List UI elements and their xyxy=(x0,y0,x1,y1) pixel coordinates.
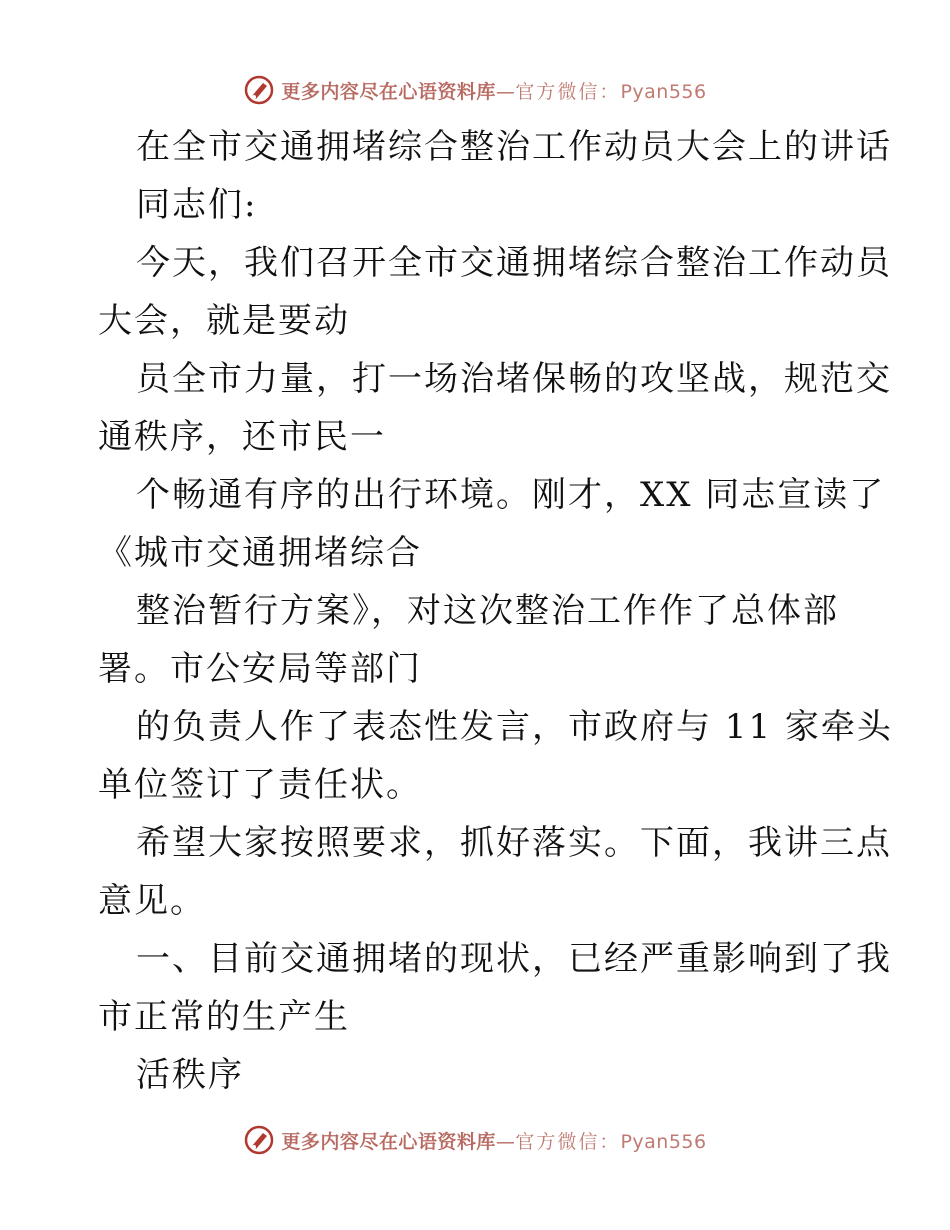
document-line: 个畅通有序的出行环境。刚才，XX 同志宣读了 xyxy=(136,475,886,515)
watermark-separator: — xyxy=(495,1130,516,1153)
document-line: 整治暂行方案》，对这次整治工作作了总体部 xyxy=(136,591,839,631)
document-line: 市正常的生产生 xyxy=(98,997,350,1037)
document-line: 《城市交通拥堵综合 xyxy=(98,533,422,573)
document-line: 大会，就是要动 xyxy=(98,301,350,341)
document-body xyxy=(98,118,893,1104)
document-line: 员全市力量，打一场治堵保畅的攻坚战，规范交 xyxy=(136,359,892,399)
document-line: 署。市公安局等部门 xyxy=(98,649,422,689)
document-line: 在全市交通拥堵综合整治工作动员大会上的讲话 xyxy=(136,127,892,167)
document-line: 活秩序 xyxy=(136,1055,244,1095)
watermark-contact: Pyan556 xyxy=(620,1130,707,1153)
pen-logo-icon xyxy=(243,1124,275,1156)
watermark-contact: Pyan556 xyxy=(620,80,707,103)
watermark-text xyxy=(281,1127,706,1154)
document-line: 一、目前交通拥堵的现状，已经严重影响到了我 xyxy=(136,939,892,979)
watermark-label: 官方微信： xyxy=(515,1130,621,1153)
watermark-label: 官方微信： xyxy=(515,80,621,103)
document-line: 今天，我们召开全市交通拥堵综合整治工作动员 xyxy=(136,243,892,283)
watermark-brand: 更多内容尽在心语资料库 xyxy=(281,80,496,103)
document-line: 希望大家按照要求，抓好落实。下面，我讲三点 xyxy=(136,823,892,863)
document-line: 意见。 xyxy=(98,881,206,921)
document-line: 通秩序，还市民一 xyxy=(98,417,386,457)
watermark-text xyxy=(281,77,706,104)
header-watermark xyxy=(0,72,950,108)
document-line: 的负责人作了表态性发言，市政府与 11 家牵头 xyxy=(136,707,893,747)
footer-watermark xyxy=(0,1122,950,1158)
document-line: 单位签订了责任状。 xyxy=(98,765,422,805)
pen-logo-icon xyxy=(243,74,275,106)
document-line: 同志们: xyxy=(136,185,258,225)
watermark-separator: — xyxy=(495,80,516,103)
watermark-brand: 更多内容尽在心语资料库 xyxy=(281,1130,496,1153)
